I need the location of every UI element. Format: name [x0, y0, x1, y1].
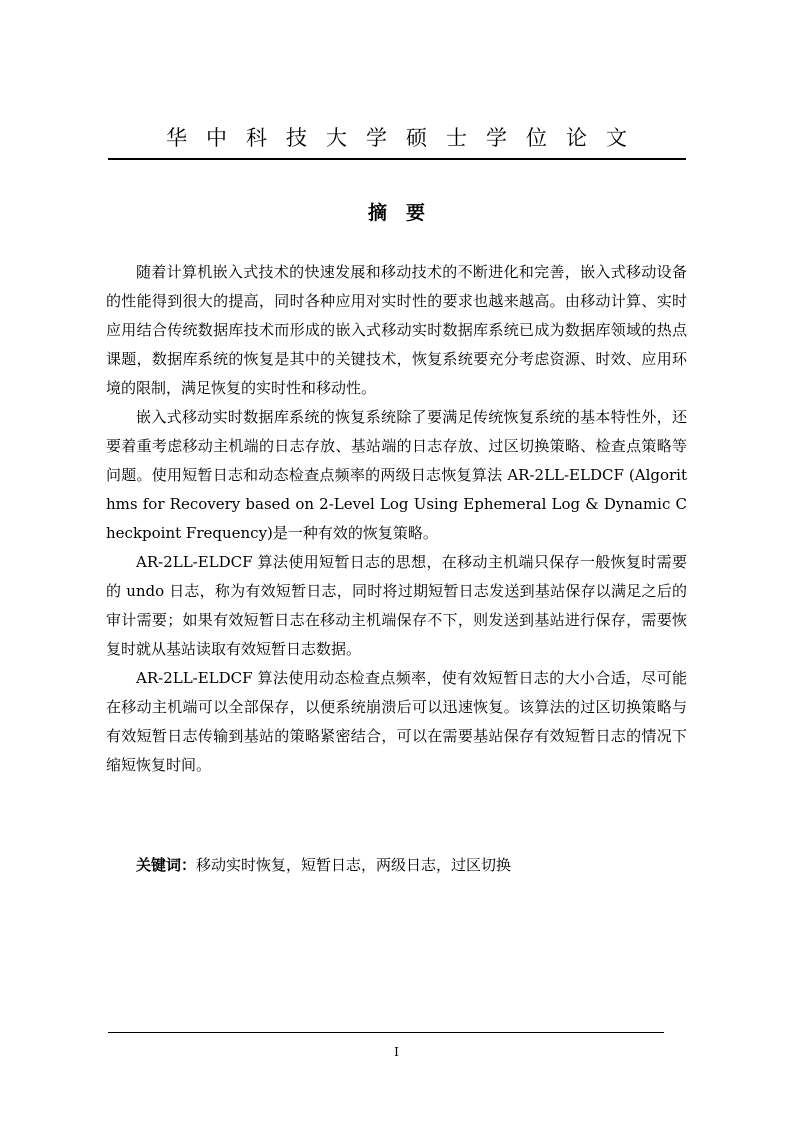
header-divider [108, 158, 686, 160]
keywords-label: 关键词： [136, 856, 197, 874]
abstract-paragraph-1: 随着计算机嵌入式技术的快速发展和移动技术的不断进化和完善，嵌入式移动设备的性能得到很大的提高，同时各种应用对实时性的要求也越来越高。由移动计算、实时应用结合传统数据库技术而形成的嵌入式移动实时数据库系统已成为数据库领域的热点课题，数据库系统的恢复是其中的关键技术，恢复系统要充分考虑资源、时效、应用环境的限制，满足恢复的实时性和移动性。 [106, 263, 687, 397]
abstract-paragraph-3: AR-2LL-ELDCF 算法使用短暂日志的思想，在移动主机端只保存一般恢复时需要的 undo 日志，称为有效短暂日志，同时将过期短暂日志发送到基站保存以满足之后的审计需要；如果有效短暂日志在移动主机端保存不下，则发送到基站进行保存，需要恢复时就从基站读取有效短暂日志数据。 [106, 553, 687, 658]
keywords-value: 移动实时恢复，短暂日志，两级日志，过区切换 [196, 856, 512, 874]
abstract-heading: 摘要 [367, 202, 444, 224]
abstract-body [106, 258, 687, 780]
footer-divider [108, 1032, 664, 1033]
keywords-line [136, 853, 511, 877]
abstract-paragraph-4: AR-2LL-ELDCF 算法使用动态检查点频率，使有效短暂日志的大小合适，尽可能在移动主机端可以全部保存，以便系统崩溃后可以迅速恢复。该算法的过区切换策略与有效短暂日志传输到基站的策略紧密结合，可以在需要基站保存有效短暂日志的情况下缩短恢复时间。 [106, 669, 687, 774]
abstract-paragraph-2: 嵌入式移动实时数据库系统的恢复系统除了要满足传统恢复系统的基本特性外，还要着重考虑移动主机端的日志存放、基站端的日志存放、过区切换策略、检查点策略等问题。使用短暂日志和动态检查点频率的两级日志恢复算法 AR-2LL-ELDCF (Algorithms for Recovery based on 2-Level Log Using Ephemeral Log & Dynamic Checkpoint Frequency)是一种有效的恢复策略。 [106, 408, 687, 542]
thesis-header-title: 华中科技大学硕士学位论文 [166, 126, 646, 150]
page-number: I [394, 1045, 399, 1059]
